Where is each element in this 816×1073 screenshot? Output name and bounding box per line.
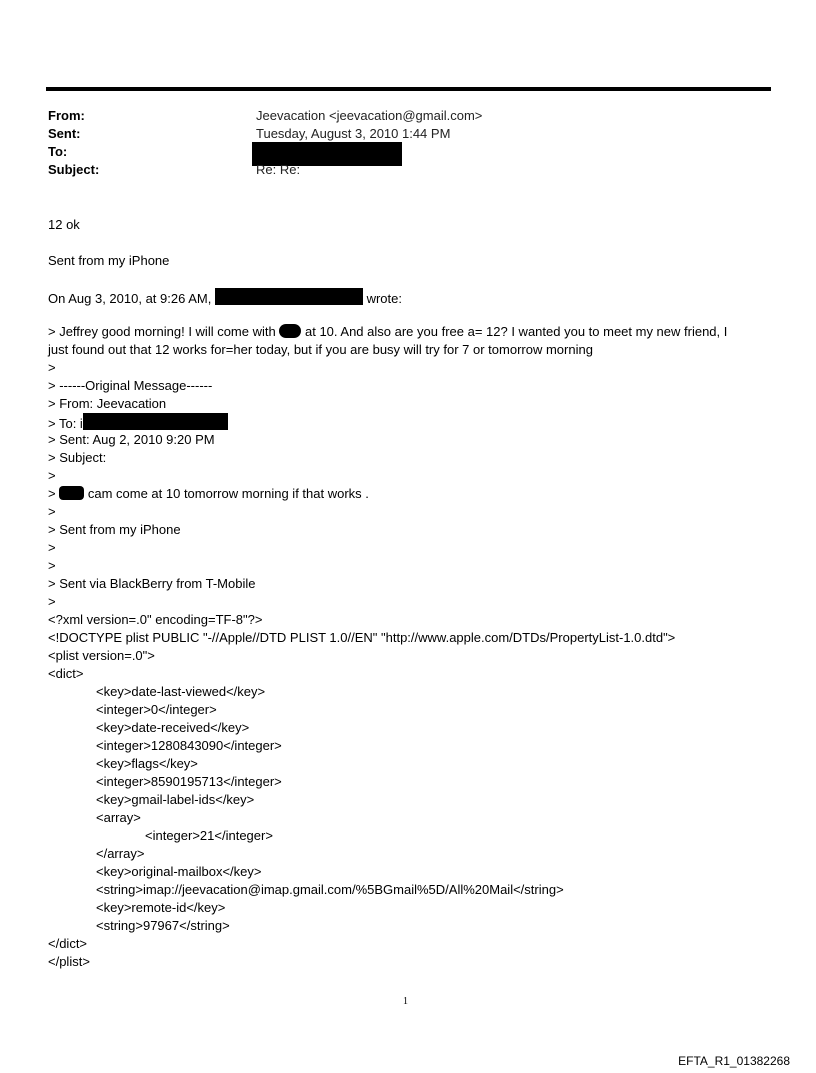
cam-line bbox=[48, 485, 369, 503]
recipient-redaction bbox=[83, 413, 228, 430]
xml-line: <integer>1280843090</integer> bbox=[96, 738, 282, 753]
from-value: Jeevacation <jeevacation@gmail.com> bbox=[256, 108, 483, 123]
xml-line: <dict> bbox=[48, 666, 84, 681]
name-redaction bbox=[279, 324, 301, 338]
to-label: To: bbox=[48, 144, 68, 159]
xml-line: <!DOCTYPE plist PUBLIC "-//Apple//DTD PLIST 1.0//EN" "http://www.apple.com/DTDs/PropertyList-1.0.dtd"> bbox=[48, 630, 676, 645]
quote-gt: > bbox=[48, 504, 56, 519]
quote-gt: > bbox=[48, 360, 56, 375]
on-prefix: On Aug 3, 2010, at 9:26 AM, bbox=[48, 291, 212, 306]
xml-line: <string>imap://jeevacation@imap.gmail.com/%5BGmail%5D/All%20Mail</string> bbox=[96, 882, 564, 897]
quote-gt: > bbox=[48, 558, 56, 573]
quote-gt: > bbox=[48, 594, 56, 609]
page-number: 1 bbox=[403, 996, 408, 1007]
xml-line: <array> bbox=[96, 810, 141, 825]
sent-label: Sent: bbox=[48, 126, 81, 141]
xml-line: <integer>0</integer> bbox=[96, 702, 217, 717]
quoted-iphone: > Sent from my iPhone bbox=[48, 522, 181, 537]
quote-line-1b: at 10. And also are you free a= 12? I wanted you to meet my new friend, I bbox=[304, 324, 728, 339]
xml-line: <plist version=.0"> bbox=[48, 648, 155, 663]
xml-line: </array> bbox=[96, 846, 145, 861]
reply-text: 12 ok bbox=[48, 217, 80, 232]
subject-value: Re: Re: bbox=[256, 162, 301, 177]
xml-line: <key>flags</key> bbox=[96, 756, 198, 771]
quote-line-1 bbox=[48, 323, 727, 341]
quote-line-2: just found out that 12 works for=her today, but if you are busy will try for 7 or tomorrow morning bbox=[48, 342, 593, 357]
name-redaction bbox=[59, 486, 84, 500]
cam-text: cam come at 10 tomorrow morning if that works . bbox=[87, 486, 369, 501]
orig-subject: > Subject: bbox=[48, 450, 107, 465]
orig-from: > From: Jeevacation bbox=[48, 396, 167, 411]
quote-line-1a: > Jeffrey good morning! I will come with bbox=[48, 324, 276, 339]
original-message: > ------Original Message------ bbox=[48, 378, 213, 393]
orig-to: > To: i bbox=[48, 416, 83, 431]
xml-line: <integer>8590195713</integer> bbox=[96, 774, 282, 789]
on-wrote-line bbox=[48, 288, 402, 308]
xml-line: <string>97967</string> bbox=[96, 918, 230, 933]
xml-line: <key>remote-id</key> bbox=[96, 900, 226, 915]
sent-value: Tuesday, August 3, 2010 1:44 PM bbox=[256, 126, 451, 141]
sender-redaction bbox=[215, 288, 363, 305]
subject-label: Subject: bbox=[48, 162, 100, 177]
xml-line: <key>original-mailbox</key> bbox=[96, 864, 262, 879]
orig-sent: > Sent: Aug 2, 2010 9:20 PM bbox=[48, 432, 215, 447]
document-id: EFTA_R1_01382268 bbox=[678, 1054, 790, 1068]
blackberry-sig: > Sent via BlackBerry from T-Mobile bbox=[48, 576, 256, 591]
xml-line: <key>date-received</key> bbox=[96, 720, 250, 735]
xml-line: <key>gmail-label-ids</key> bbox=[96, 792, 255, 807]
orig-to-line bbox=[48, 413, 228, 433]
xml-line: </plist> bbox=[48, 954, 90, 969]
from-label: From: bbox=[48, 108, 85, 123]
xml-line: <integer>21</integer> bbox=[145, 828, 273, 843]
quote-gt: > bbox=[48, 468, 56, 483]
xml-line: </dict> bbox=[48, 936, 88, 951]
quote-gt: > bbox=[48, 540, 56, 555]
cam-prefix: > bbox=[48, 486, 56, 501]
signature: Sent from my iPhone bbox=[48, 253, 170, 268]
on-suffix: wrote: bbox=[366, 291, 402, 306]
xml-line: <key>date-last-viewed</key> bbox=[96, 684, 266, 699]
xml-line: <?xml version=.0" encoding=TF-8"?> bbox=[48, 612, 263, 627]
header-rule bbox=[46, 87, 771, 91]
